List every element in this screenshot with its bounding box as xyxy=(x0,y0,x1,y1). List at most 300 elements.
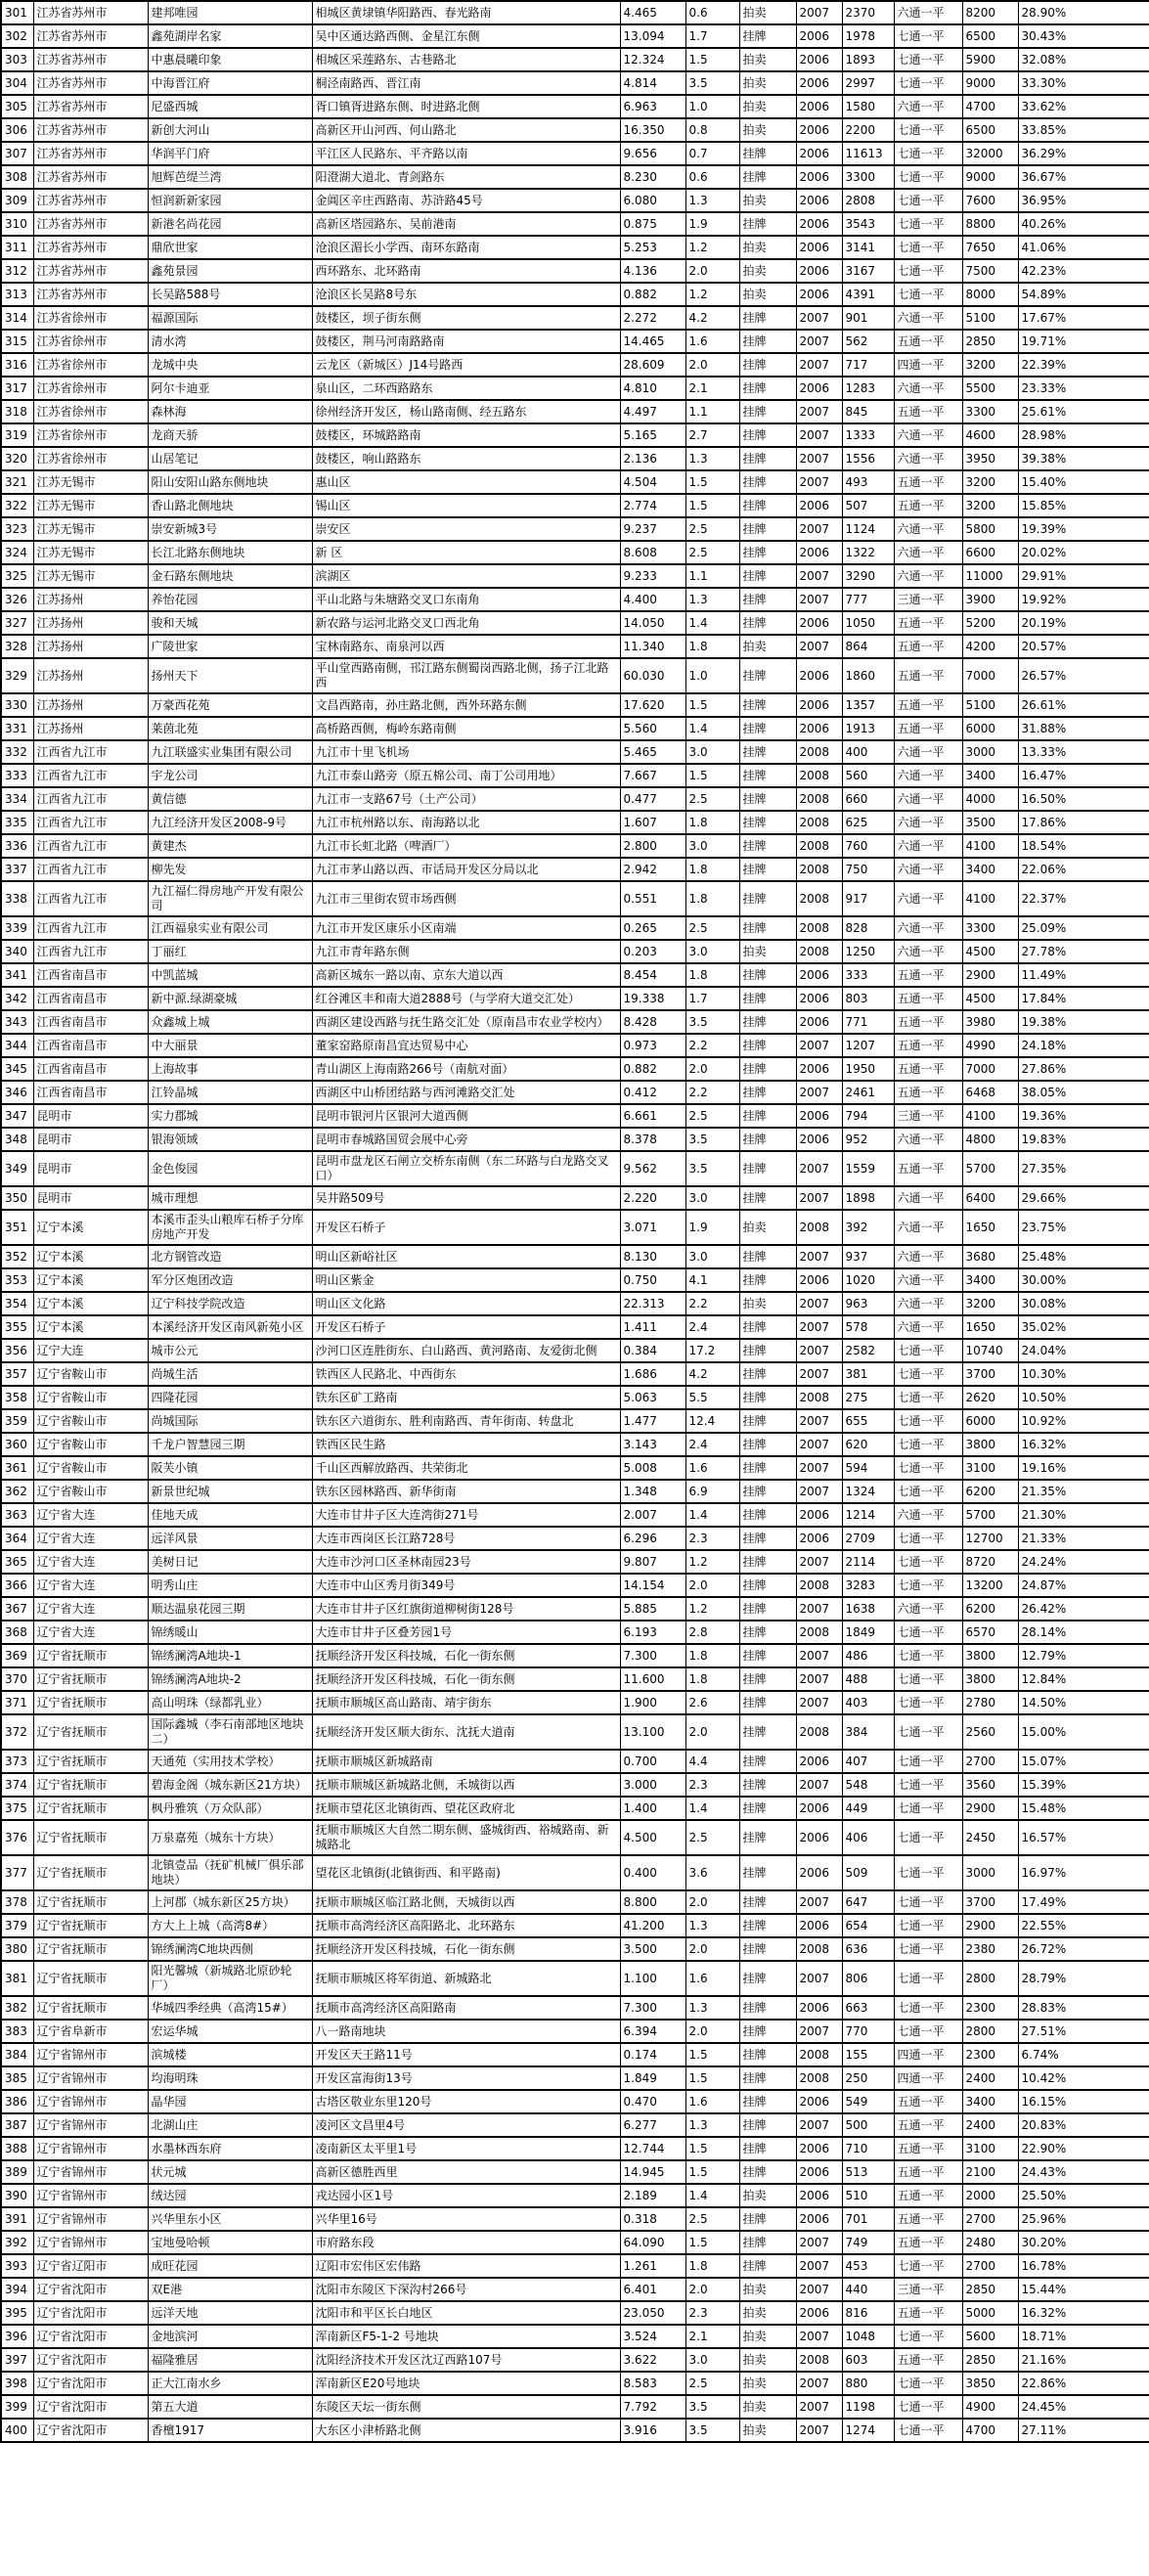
cell-method[interactable]: 挂牌 xyxy=(739,1527,796,1550)
cell-location[interactable]: 吴井路509号 xyxy=(312,1186,620,1210)
cell-pct[interactable]: 24.43% xyxy=(1018,2160,1149,2184)
cell-pct[interactable]: 16.97% xyxy=(1018,1855,1149,1890)
cell-year[interactable]: 2008 xyxy=(796,1574,842,1597)
cell-infrastructure[interactable]: 三通一平 xyxy=(894,1104,962,1128)
cell-unit-price[interactable]: 794 xyxy=(842,1104,894,1128)
cell-infrastructure[interactable]: 六通一平 xyxy=(894,564,962,588)
cell-unit-price[interactable]: 636 xyxy=(842,1937,894,1961)
cell-unit-price[interactable]: 917 xyxy=(842,881,894,916)
cell-year[interactable]: 2008 xyxy=(796,2066,842,2090)
cell-name[interactable]: 尚城国际 xyxy=(148,1409,312,1433)
cell-no[interactable]: 323 xyxy=(1,517,33,541)
cell-year[interactable]: 2007 xyxy=(796,1245,842,1268)
cell-unit-price[interactable]: 1048 xyxy=(842,2325,894,2348)
cell-year[interactable]: 2007 xyxy=(796,1433,842,1456)
cell-area[interactable]: 9.562 xyxy=(620,1151,685,1186)
cell-price[interactable]: 3560 xyxy=(962,1773,1018,1797)
cell-unit-price[interactable]: 407 xyxy=(842,1750,894,1773)
cell-location[interactable]: 九江市青年路东侧 xyxy=(312,940,620,963)
cell-name[interactable]: 九江经济开发区2008-9号 xyxy=(148,811,312,834)
cell-pct[interactable]: 17.49% xyxy=(1018,1890,1149,1914)
cell-area[interactable]: 14.945 xyxy=(620,2160,685,2184)
cell-method[interactable]: 挂牌 xyxy=(739,1750,796,1773)
cell-year[interactable]: 2007 xyxy=(796,1961,842,1996)
cell-location[interactable]: 铁西区人民路北、中西街东 xyxy=(312,1362,620,1386)
cell-infrastructure[interactable]: 六通一平 xyxy=(894,541,962,564)
cell-ratio[interactable]: 1.0 xyxy=(685,658,739,693)
cell-pct[interactable]: 19.92% xyxy=(1018,588,1149,611)
cell-price[interactable]: 6600 xyxy=(962,541,1018,564)
cell-no[interactable]: 337 xyxy=(1,858,33,881)
cell-pct[interactable]: 16.50% xyxy=(1018,787,1149,811)
cell-infrastructure[interactable]: 六通一平 xyxy=(894,858,962,881)
cell-year[interactable]: 2006 xyxy=(796,1996,842,2020)
cell-ratio[interactable]: 1.4 xyxy=(685,611,739,635)
cell-infrastructure[interactable]: 五通一平 xyxy=(894,2348,962,2372)
cell-region[interactable]: 江西省九江市 xyxy=(33,916,148,940)
cell-unit-price[interactable]: 760 xyxy=(842,834,894,858)
cell-no[interactable]: 328 xyxy=(1,635,33,658)
cell-ratio[interactable]: 1.4 xyxy=(685,2184,739,2207)
cell-name[interactable]: 中海晋江府 xyxy=(148,71,312,95)
cell-infrastructure[interactable]: 七通一平 xyxy=(894,2254,962,2278)
cell-method[interactable]: 挂牌 xyxy=(739,330,796,353)
cell-price[interactable]: 12700 xyxy=(962,1527,1018,1550)
cell-ratio[interactable]: 3.5 xyxy=(685,2419,739,2442)
cell-year[interactable]: 2006 xyxy=(796,1750,842,1773)
cell-infrastructure[interactable]: 七通一平 xyxy=(894,1855,962,1890)
cell-location[interactable]: 金阊区辛庄西路南、苏浒路45号 xyxy=(312,189,620,212)
cell-year[interactable]: 2007 xyxy=(796,330,842,353)
cell-location[interactable]: 铁西区民生路 xyxy=(312,1433,620,1456)
cell-name[interactable]: 上海故事 xyxy=(148,1057,312,1081)
cell-unit-price[interactable]: 777 xyxy=(842,588,894,611)
cell-location[interactable]: 抚顺经济开发区科技城，石化一街东侧 xyxy=(312,1644,620,1667)
cell-ratio[interactable]: 2.3 xyxy=(685,2301,739,2325)
cell-location[interactable]: 兴华里16号 xyxy=(312,2207,620,2231)
cell-year[interactable]: 2006 xyxy=(796,2090,842,2113)
cell-name[interactable]: 城市理想 xyxy=(148,1186,312,1210)
cell-unit-price[interactable]: 1898 xyxy=(842,1186,894,1210)
cell-ratio[interactable]: 1.1 xyxy=(685,400,739,423)
cell-method[interactable]: 挂牌 xyxy=(739,1339,796,1362)
cell-name[interactable]: 锦绣澜湾A地块-2 xyxy=(148,1667,312,1691)
cell-region[interactable]: 江苏省苏州市 xyxy=(33,212,148,236)
cell-name[interactable]: 江铃晶城 xyxy=(148,1081,312,1104)
cell-no[interactable]: 361 xyxy=(1,1456,33,1480)
cell-location[interactable]: 沈阳市和平区长白地区 xyxy=(312,2301,620,2325)
cell-area[interactable]: 8.608 xyxy=(620,541,685,564)
cell-ratio[interactable]: 0.6 xyxy=(685,165,739,189)
cell-region[interactable]: 江苏扬州 xyxy=(33,658,148,693)
cell-area[interactable]: 41.200 xyxy=(620,1914,685,1937)
cell-unit-price[interactable]: 845 xyxy=(842,400,894,423)
cell-name[interactable]: 北镇壹品（抚矿机械厂俱乐部地块） xyxy=(148,1855,312,1890)
cell-price[interactable]: 32000 xyxy=(962,142,1018,165)
cell-location[interactable]: 西湖区中山桥团结路与西河滩路交汇处 xyxy=(312,1081,620,1104)
cell-location[interactable]: 云龙区（新城区）J14号路西 xyxy=(312,353,620,377)
cell-location[interactable]: 开发区富海街13号 xyxy=(312,2066,620,2090)
cell-method[interactable]: 挂牌 xyxy=(739,1186,796,1210)
cell-area[interactable]: 8.378 xyxy=(620,1128,685,1151)
cell-pct[interactable]: 16.32% xyxy=(1018,1433,1149,1456)
cell-year[interactable]: 2006 xyxy=(796,2301,842,2325)
cell-region[interactable]: 江苏扬州 xyxy=(33,693,148,717)
cell-infrastructure[interactable]: 七通一平 xyxy=(894,1691,962,1714)
cell-year[interactable]: 2007 xyxy=(796,1081,842,1104)
cell-area[interactable]: 4.400 xyxy=(620,588,685,611)
cell-unit-price[interactable]: 2582 xyxy=(842,1339,894,1362)
cell-location[interactable]: 昆明市春城路国贸会展中心旁 xyxy=(312,1128,620,1151)
cell-unit-price[interactable]: 403 xyxy=(842,1691,894,1714)
cell-unit-price[interactable]: 406 xyxy=(842,1820,894,1855)
cell-no[interactable]: 345 xyxy=(1,1057,33,1081)
cell-year[interactable]: 2006 xyxy=(796,165,842,189)
cell-pct[interactable]: 26.61% xyxy=(1018,693,1149,717)
cell-method[interactable]: 拍卖 xyxy=(739,2372,796,2395)
cell-pct[interactable]: 26.42% xyxy=(1018,1597,1149,1621)
cell-infrastructure[interactable]: 五通一平 xyxy=(894,2301,962,2325)
cell-unit-price[interactable]: 770 xyxy=(842,2020,894,2043)
cell-pct[interactable]: 28.14% xyxy=(1018,1621,1149,1644)
cell-region[interactable]: 辽宁本溪 xyxy=(33,1268,148,1292)
cell-year[interactable]: 2008 xyxy=(796,1714,842,1750)
cell-pct[interactable]: 19.83% xyxy=(1018,1128,1149,1151)
cell-year[interactable]: 2007 xyxy=(796,1456,842,1480)
cell-year[interactable]: 2007 xyxy=(796,2278,842,2301)
cell-area[interactable]: 2.220 xyxy=(620,1186,685,1210)
cell-year[interactable]: 2006 xyxy=(796,717,842,740)
cell-region[interactable]: 辽宁省沈阳市 xyxy=(33,2278,148,2301)
cell-pct[interactable]: 33.62% xyxy=(1018,95,1149,118)
cell-ratio[interactable]: 2.7 xyxy=(685,423,739,447)
cell-ratio[interactable]: 2.4 xyxy=(685,1315,739,1339)
cell-price[interactable]: 2100 xyxy=(962,2160,1018,2184)
cell-name[interactable]: 天通苑（实用技术学校） xyxy=(148,1750,312,1773)
cell-price[interactable]: 3700 xyxy=(962,1362,1018,1386)
cell-region[interactable]: 辽宁省锦州市 xyxy=(33,2231,148,2254)
cell-price[interactable]: 7000 xyxy=(962,658,1018,693)
cell-region[interactable]: 辽宁省锦州市 xyxy=(33,2137,148,2160)
cell-pct[interactable]: 17.84% xyxy=(1018,987,1149,1010)
cell-area[interactable]: 0.412 xyxy=(620,1081,685,1104)
cell-name[interactable]: 九江联盛实业集团有限公司 xyxy=(148,740,312,764)
cell-pct[interactable]: 21.33% xyxy=(1018,1527,1149,1550)
cell-price[interactable]: 2450 xyxy=(962,1820,1018,1855)
cell-price[interactable]: 8200 xyxy=(962,1,1018,24)
cell-pct[interactable]: 16.15% xyxy=(1018,2090,1149,2113)
cell-location[interactable]: 大连市中山区秀月街349号 xyxy=(312,1574,620,1597)
cell-pct[interactable]: 30.08% xyxy=(1018,1292,1149,1315)
cell-region[interactable]: 辽宁省鞍山市 xyxy=(33,1409,148,1433)
cell-ratio[interactable]: 3.5 xyxy=(685,71,739,95)
cell-ratio[interactable]: 2.0 xyxy=(685,1937,739,1961)
cell-price[interactable]: 1650 xyxy=(962,1315,1018,1339)
cell-location[interactable]: 西环路东、北环路南 xyxy=(312,259,620,283)
cell-no[interactable]: 311 xyxy=(1,236,33,259)
cell-infrastructure[interactable]: 五通一平 xyxy=(894,611,962,635)
cell-price[interactable]: 2400 xyxy=(962,2113,1018,2137)
cell-year[interactable]: 2007 xyxy=(796,1773,842,1797)
cell-unit-price[interactable]: 3167 xyxy=(842,259,894,283)
cell-infrastructure[interactable]: 六通一平 xyxy=(894,306,962,330)
cell-infrastructure[interactable]: 七通一平 xyxy=(894,142,962,165)
cell-region[interactable]: 江苏省徐州市 xyxy=(33,330,148,353)
cell-pct[interactable]: 20.83% xyxy=(1018,2113,1149,2137)
cell-location[interactable]: 九江市开发区康乐小区南端 xyxy=(312,916,620,940)
cell-method[interactable]: 挂牌 xyxy=(739,1667,796,1691)
cell-unit-price[interactable]: 654 xyxy=(842,1914,894,1937)
cell-infrastructure[interactable]: 五通一平 xyxy=(894,2231,962,2254)
cell-location[interactable]: 泉山区，二环西路路东 xyxy=(312,377,620,400)
cell-area[interactable]: 0.384 xyxy=(620,1339,685,1362)
cell-method[interactable]: 挂牌 xyxy=(739,1362,796,1386)
cell-no[interactable]: 396 xyxy=(1,2325,33,2348)
cell-method[interactable]: 挂牌 xyxy=(739,541,796,564)
cell-location[interactable]: 九江市泰山路旁（原五棉公司、南丁公司用地） xyxy=(312,764,620,787)
cell-name[interactable]: 滨城楼 xyxy=(148,2043,312,2066)
cell-ratio[interactable]: 1.9 xyxy=(685,1210,739,1245)
cell-ratio[interactable]: 1.5 xyxy=(685,2137,739,2160)
cell-price[interactable]: 5500 xyxy=(962,377,1018,400)
cell-price[interactable]: 3000 xyxy=(962,1855,1018,1890)
cell-no[interactable]: 370 xyxy=(1,1667,33,1691)
cell-location[interactable]: 宝林南路东、南泉河以西 xyxy=(312,635,620,658)
cell-name[interactable]: 绒达园 xyxy=(148,2184,312,2207)
cell-method[interactable]: 挂牌 xyxy=(739,1245,796,1268)
cell-no[interactable]: 395 xyxy=(1,2301,33,2325)
cell-infrastructure[interactable]: 五通一平 xyxy=(894,2113,962,2137)
cell-price[interactable]: 5100 xyxy=(962,306,1018,330)
cell-area[interactable]: 9.656 xyxy=(620,142,685,165)
cell-year[interactable]: 2006 xyxy=(796,142,842,165)
cell-method[interactable]: 挂牌 xyxy=(739,1128,796,1151)
cell-area[interactable]: 1.849 xyxy=(620,2066,685,2090)
cell-ratio[interactable]: 3.0 xyxy=(685,834,739,858)
cell-ratio[interactable]: 0.6 xyxy=(685,1,739,24)
cell-no[interactable]: 342 xyxy=(1,987,33,1010)
cell-infrastructure[interactable]: 五通一平 xyxy=(894,470,962,494)
cell-pct[interactable]: 21.30% xyxy=(1018,1503,1149,1527)
cell-infrastructure[interactable]: 五通一平 xyxy=(894,400,962,423)
cell-region[interactable]: 江苏省苏州市 xyxy=(33,1,148,24)
cell-infrastructure[interactable]: 五通一平 xyxy=(894,330,962,353)
cell-pct[interactable]: 36.67% xyxy=(1018,165,1149,189)
cell-area[interactable]: 5.885 xyxy=(620,1597,685,1621)
cell-area[interactable]: 22.313 xyxy=(620,1292,685,1315)
cell-price[interactable]: 2300 xyxy=(962,1996,1018,2020)
cell-pct[interactable]: 16.47% xyxy=(1018,764,1149,787)
cell-name[interactable]: 新港名尚花园 xyxy=(148,212,312,236)
cell-pct[interactable]: 35.02% xyxy=(1018,1315,1149,1339)
cell-location[interactable]: 滨湖区 xyxy=(312,564,620,588)
cell-year[interactable]: 2006 xyxy=(796,95,842,118)
cell-year[interactable]: 2008 xyxy=(796,834,842,858)
cell-price[interactable]: 2800 xyxy=(962,2020,1018,2043)
cell-location[interactable]: 鼓楼区，环城路路南 xyxy=(312,423,620,447)
cell-method[interactable]: 挂牌 xyxy=(739,1151,796,1186)
cell-no[interactable]: 310 xyxy=(1,212,33,236)
cell-method[interactable]: 拍卖 xyxy=(739,71,796,95)
cell-name[interactable]: 新创大河山 xyxy=(148,118,312,142)
cell-method[interactable]: 拍卖 xyxy=(739,1292,796,1315)
cell-unit-price[interactable]: 1638 xyxy=(842,1597,894,1621)
cell-infrastructure[interactable]: 三通一平 xyxy=(894,588,962,611)
cell-region[interactable]: 江苏扬州 xyxy=(33,635,148,658)
cell-location[interactable]: 九江市十里飞机场 xyxy=(312,740,620,764)
cell-name[interactable]: 金石路东侧地块 xyxy=(148,564,312,588)
cell-pct[interactable]: 10.50% xyxy=(1018,1386,1149,1409)
cell-region[interactable]: 辽宁省沈阳市 xyxy=(33,2419,148,2442)
cell-name[interactable]: 枫丹雅筑（万众队部） xyxy=(148,1797,312,1820)
cell-unit-price[interactable]: 392 xyxy=(842,1210,894,1245)
cell-location[interactable]: 浑南新区E20号地块 xyxy=(312,2372,620,2395)
cell-price[interactable]: 7000 xyxy=(962,1057,1018,1081)
cell-area[interactable]: 3.071 xyxy=(620,1210,685,1245)
cell-region[interactable]: 辽宁省沈阳市 xyxy=(33,2348,148,2372)
cell-region[interactable]: 江西省九江市 xyxy=(33,881,148,916)
cell-infrastructure[interactable]: 七通一平 xyxy=(894,1574,962,1597)
cell-area[interactable]: 6.296 xyxy=(620,1527,685,1550)
cell-year[interactable]: 2006 xyxy=(796,118,842,142)
cell-area[interactable]: 1.411 xyxy=(620,1315,685,1339)
cell-no[interactable]: 301 xyxy=(1,1,33,24)
cell-infrastructure[interactable]: 六通一平 xyxy=(894,740,962,764)
cell-price[interactable]: 3680 xyxy=(962,1245,1018,1268)
cell-unit-price[interactable]: 1333 xyxy=(842,423,894,447)
cell-unit-price[interactable]: 275 xyxy=(842,1386,894,1409)
cell-pct[interactable]: 24.45% xyxy=(1018,2395,1149,2419)
cell-ratio[interactable]: 3.5 xyxy=(685,1010,739,1034)
cell-location[interactable]: 九江市三里街农贸市场西侧 xyxy=(312,881,620,916)
cell-area[interactable]: 4.814 xyxy=(620,71,685,95)
cell-year[interactable]: 2007 xyxy=(796,588,842,611)
cell-method[interactable]: 拍卖 xyxy=(739,1210,796,1245)
cell-name[interactable]: 均海明珠 xyxy=(148,2066,312,2090)
cell-location[interactable]: 新农路与运河北路交叉口西北角 xyxy=(312,611,620,635)
cell-area[interactable]: 6.963 xyxy=(620,95,685,118)
cell-pct[interactable]: 19.39% xyxy=(1018,517,1149,541)
cell-region[interactable]: 江西省九江市 xyxy=(33,834,148,858)
cell-region[interactable]: 江西省南昌市 xyxy=(33,1034,148,1057)
cell-price[interactable]: 4200 xyxy=(962,635,1018,658)
cell-ratio[interactable]: 1.5 xyxy=(685,2160,739,2184)
cell-area[interactable]: 4.504 xyxy=(620,470,685,494)
cell-unit-price[interactable]: 701 xyxy=(842,2207,894,2231)
cell-location[interactable]: 大连市甘井子区大连湾街271号 xyxy=(312,1503,620,1527)
cell-ratio[interactable]: 2.5 xyxy=(685,2372,739,2395)
cell-method[interactable]: 拍卖 xyxy=(739,940,796,963)
cell-region[interactable]: 辽宁省阜新市 xyxy=(33,2020,148,2043)
cell-location[interactable]: 西湖区建设西路与抚生路交汇处（原南昌市农业学校内） xyxy=(312,1010,620,1034)
cell-method[interactable]: 挂牌 xyxy=(739,423,796,447)
cell-price[interactable]: 8800 xyxy=(962,212,1018,236)
cell-name[interactable]: 建邦唯园 xyxy=(148,1,312,24)
cell-area[interactable]: 17.620 xyxy=(620,693,685,717)
cell-price[interactable]: 3400 xyxy=(962,1268,1018,1292)
cell-area[interactable]: 1.348 xyxy=(620,1480,685,1503)
cell-pct[interactable]: 10.42% xyxy=(1018,2066,1149,2090)
cell-region[interactable]: 辽宁省抚顺市 xyxy=(33,1961,148,1996)
cell-year[interactable]: 2006 xyxy=(796,1104,842,1128)
cell-unit-price[interactable]: 1198 xyxy=(842,2395,894,2419)
cell-no[interactable]: 338 xyxy=(1,881,33,916)
cell-infrastructure[interactable]: 五通一平 xyxy=(894,1034,962,1057)
cell-location[interactable]: 抚顺市顺城区新城路北侧，禾城街以西 xyxy=(312,1773,620,1797)
cell-ratio[interactable]: 1.8 xyxy=(685,811,739,834)
cell-region[interactable]: 江苏省苏州市 xyxy=(33,165,148,189)
cell-name[interactable]: 长江北路东侧地块 xyxy=(148,541,312,564)
cell-pct[interactable]: 21.35% xyxy=(1018,1480,1149,1503)
cell-no[interactable]: 333 xyxy=(1,764,33,787)
cell-region[interactable]: 江苏省苏州市 xyxy=(33,71,148,95)
cell-name[interactable]: 银海领域 xyxy=(148,1128,312,1151)
cell-pct[interactable]: 28.83% xyxy=(1018,1996,1149,2020)
cell-region[interactable]: 江西省南昌市 xyxy=(33,1081,148,1104)
cell-method[interactable]: 挂牌 xyxy=(739,1890,796,1914)
cell-name[interactable]: 崇安新城3号 xyxy=(148,517,312,541)
cell-no[interactable]: 366 xyxy=(1,1574,33,1597)
cell-location[interactable]: 开发区石桥子 xyxy=(312,1210,620,1245)
cell-method[interactable]: 挂牌 xyxy=(739,2254,796,2278)
cell-infrastructure[interactable]: 六通一平 xyxy=(894,517,962,541)
cell-area[interactable]: 2.136 xyxy=(620,447,685,470)
cell-unit-price[interactable]: 400 xyxy=(842,740,894,764)
cell-name[interactable]: 上河郡（城东新区25方块） xyxy=(148,1890,312,1914)
cell-no[interactable]: 315 xyxy=(1,330,33,353)
cell-infrastructure[interactable]: 五通一平 xyxy=(894,2160,962,2184)
cell-pct[interactable]: 24.24% xyxy=(1018,1550,1149,1574)
cell-infrastructure[interactable]: 七通一平 xyxy=(894,1409,962,1433)
cell-location[interactable]: 青山湖区上海南路266号（南航对面） xyxy=(312,1057,620,1081)
cell-name[interactable]: 养怡花园 xyxy=(148,588,312,611)
cell-unit-price[interactable]: 937 xyxy=(842,1245,894,1268)
cell-region[interactable]: 辽宁省抚顺市 xyxy=(33,1890,148,1914)
cell-unit-price[interactable]: 488 xyxy=(842,1667,894,1691)
cell-area[interactable]: 12.324 xyxy=(620,48,685,71)
cell-no[interactable]: 335 xyxy=(1,811,33,834)
cell-year[interactable]: 2008 xyxy=(796,764,842,787)
cell-region[interactable]: 辽宁省辽阳市 xyxy=(33,2254,148,2278)
cell-unit-price[interactable]: 155 xyxy=(842,2043,894,2066)
cell-no[interactable]: 387 xyxy=(1,2113,33,2137)
cell-no[interactable]: 392 xyxy=(1,2231,33,2254)
cell-location[interactable]: 九江市茅山路以西、市话局开发区分局以北 xyxy=(312,858,620,881)
cell-price[interactable]: 6500 xyxy=(962,118,1018,142)
cell-ratio[interactable]: 2.5 xyxy=(685,1104,739,1128)
cell-year[interactable]: 2007 xyxy=(796,1292,842,1315)
cell-ratio[interactable]: 3.5 xyxy=(685,1128,739,1151)
cell-price[interactable]: 3500 xyxy=(962,811,1018,834)
cell-infrastructure[interactable]: 七通一平 xyxy=(894,118,962,142)
cell-name[interactable]: 鼎欣世家 xyxy=(148,236,312,259)
cell-location[interactable]: 昆明市盘龙区石闸立交桥东南侧（东二环路与白龙路交叉口） xyxy=(312,1151,620,1186)
cell-pct[interactable]: 28.90% xyxy=(1018,1,1149,24)
cell-price[interactable]: 6000 xyxy=(962,1409,1018,1433)
cell-unit-price[interactable]: 880 xyxy=(842,2372,894,2395)
cell-no[interactable]: 373 xyxy=(1,1750,33,1773)
cell-year[interactable]: 2008 xyxy=(796,2348,842,2372)
cell-year[interactable]: 2007 xyxy=(796,2231,842,2254)
cell-name[interactable]: 龙城中央 xyxy=(148,353,312,377)
cell-infrastructure[interactable]: 四通一平 xyxy=(894,353,962,377)
cell-method[interactable]: 拍卖 xyxy=(739,283,796,306)
cell-method[interactable]: 挂牌 xyxy=(739,142,796,165)
cell-infrastructure[interactable]: 七通一平 xyxy=(894,71,962,95)
cell-method[interactable]: 挂牌 xyxy=(739,1937,796,1961)
cell-pct[interactable]: 16.57% xyxy=(1018,1820,1149,1855)
cell-ratio[interactable]: 1.0 xyxy=(685,95,739,118)
